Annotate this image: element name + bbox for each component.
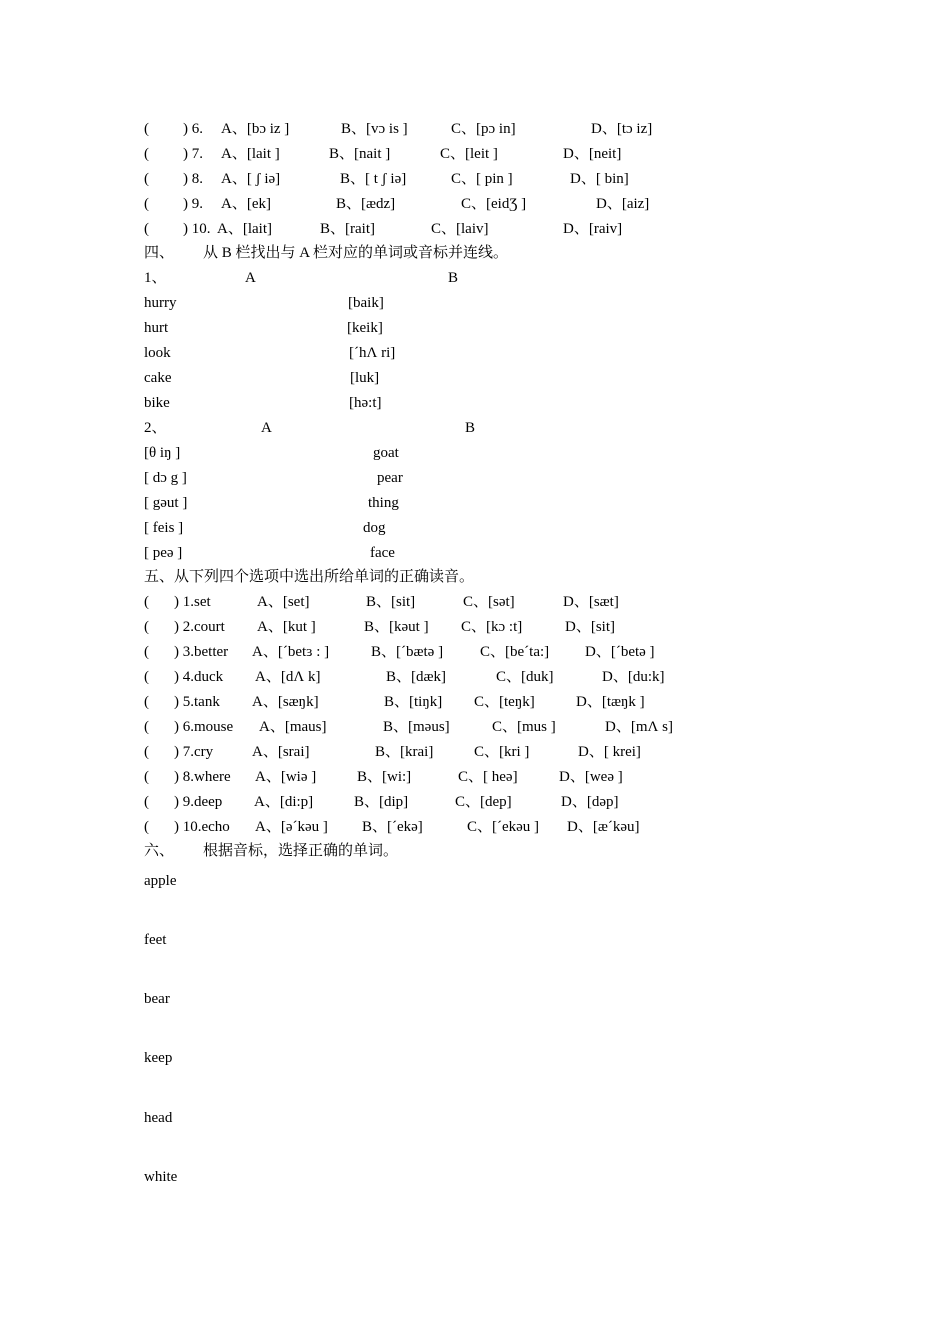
option-d: D、[neit] [563,146,622,162]
option-c: C、[laiv] [431,221,489,237]
question-word: ) 5.tank [174,694,220,710]
column-a-header: A [245,270,256,286]
word-item [0,1048,173,1068]
match-a-item: bike [144,395,170,411]
option-c: C、[eidƷ ] [461,196,527,212]
option-d: D、[ krei] [578,744,641,760]
option-c: C、[kɔ :t] [461,619,523,635]
option-c: C、[pɔ in] [451,121,516,137]
match-row [0,468,403,488]
option-c: C、[mus ] [492,719,556,735]
match-row [0,293,384,313]
section-heading [0,841,399,861]
option-d: D、[aiz] [596,196,650,212]
option-c: C、[teŋk] [474,694,535,710]
option-b: B、[tiŋk] [384,694,443,710]
option-c: C、[dep] [455,794,512,810]
match-a-item: [ peə ] [144,545,183,561]
answer-paren: ( [144,146,149,162]
match-a-item: [ feis ] [144,520,184,536]
option-b: B、[wi:] [357,769,412,785]
option-d: D、[sæt] [563,594,619,610]
question-word: ) 2.court [174,619,225,635]
option-c: C、[leit ] [440,146,498,162]
section-heading [0,567,475,587]
part-label: 1、 [144,270,167,286]
option-a: A、[dɅ k] [255,669,321,685]
match-b-item: dog [363,520,386,536]
question-word: ) 3.better [174,644,229,660]
answer-paren: ( [144,744,149,760]
match-row [0,518,386,538]
column-b-header: B [465,420,476,436]
answer-paren: ( [144,719,149,735]
match-b-item: goat [373,445,399,461]
answer-paren: ( [144,121,149,137]
question-row [0,194,650,214]
option-c: C、[ pin ] [451,171,513,187]
word-item [0,989,170,1009]
question-word: ) 6.mouse [174,719,234,735]
option-c: C、[duk] [496,669,554,685]
match-b-item: [baik] [348,295,384,311]
option-a: A、[sæŋk] [252,694,319,710]
question-word: ) 1.set [174,594,211,610]
question-number: ) 10. [183,221,211,237]
option-d: D、[sit] [565,619,615,635]
question-row [0,792,619,812]
word-item [0,1108,173,1128]
option-d: D、[ bin] [570,171,629,187]
question-row [0,169,629,189]
option-d: D、[mɅ s] [605,719,673,735]
word-item [0,871,177,891]
option-a: A、[ek] [221,196,271,212]
option-b: B、[ˊbætə ] [371,644,444,660]
answer-paren: ( [144,644,149,660]
option-c: C、[ heə] [458,769,518,785]
question-word: ) 9.deep [174,794,223,810]
word-text: apple [144,873,177,889]
match-b-item: [luk] [350,370,380,386]
match-row [0,493,399,513]
option-a: A、[ ʃ iə] [221,171,281,187]
section-instruction: 从 B 栏找出与 A 栏对应的单词或音标并连线。 [203,245,509,261]
question-word: ) 4.duck [174,669,224,685]
option-a: A、[set] [257,594,310,610]
section-number: 六、 [144,843,175,859]
match-row [0,343,396,363]
option-b: B、[dæk] [386,669,447,685]
column-b-header: B [448,270,459,286]
match-b-item: pear [377,470,403,486]
option-b: B、[ˊekə] [362,819,423,835]
answer-paren: ( [144,619,149,635]
word-item [0,1167,178,1187]
answer-paren: ( [144,221,149,237]
option-d: D、[ˊbetə ] [585,644,655,660]
question-row [0,767,623,787]
option-c: C、[ˊekəu ] [467,819,540,835]
option-d: D、[tæŋk ] [576,694,645,710]
answer-paren: ( [144,769,149,785]
question-row [0,617,615,637]
match-a-item: [ dɔ g ] [144,470,187,486]
option-d: D、[weə ] [559,769,623,785]
match-row [0,368,380,388]
section-instruction: 根据音标，选择正确的单词。 [203,843,399,859]
question-row [0,219,623,239]
question-word: ) 7.cry [174,744,214,760]
match-b-item: face [370,545,395,561]
word-text: head [144,1110,173,1126]
word-text: keep [144,1050,173,1066]
question-row [0,717,673,737]
match-a-item: look [144,345,171,361]
match-row [0,318,383,338]
word-item [0,930,167,950]
question-word: ) 8.where [174,769,231,785]
question-row [0,592,619,612]
section-heading [0,243,509,263]
match-row [0,443,399,463]
question-row [0,817,640,837]
option-d: D、[du:k] [602,669,665,685]
option-a: A、[əˊkəu ] [255,819,328,835]
match-b-item: [keik] [347,320,383,336]
column-a-header: A [261,420,272,436]
option-c: C、[sət] [463,594,515,610]
match-header [0,268,459,288]
option-a: A、[lait] [217,221,272,237]
answer-paren: ( [144,594,149,610]
option-a: A、[maus] [259,719,327,735]
option-d: D、[dəp] [561,794,619,810]
option-d: D、[raiv] [563,221,623,237]
answer-paren: ( [144,171,149,187]
option-a: A、[kut ] [257,619,316,635]
word-text: feet [144,932,167,948]
question-number: ) 7. [183,146,203,162]
question-row [0,667,665,687]
option-b: B、[dip] [354,794,409,810]
option-b: B、[sit] [366,594,416,610]
option-b: B、[nait ] [329,146,391,162]
match-a-item: [θ iŋ ] [144,445,181,461]
question-word: ) 10.echo [174,819,230,835]
answer-paren: ( [144,669,149,685]
option-c: C、[beˊta:] [480,644,550,660]
match-b-item: [hə:t] [349,395,382,411]
section-instruction: 五、从下列四个选项中选出所给单词的正确读音。 [144,569,475,585]
match-header [0,418,476,438]
option-a: A、[bɔ iz ] [221,121,290,137]
option-b: B、[kəut ] [364,619,429,635]
question-row [0,742,641,762]
question-number: ) 6. [183,121,203,137]
option-a: A、[di:p] [254,794,314,810]
match-b-item: thing [368,495,399,511]
option-a: A、[srai] [252,744,310,760]
option-b: B、[vɔ is ] [341,121,408,137]
question-row [0,119,653,139]
match-a-item: cake [144,370,172,386]
question-number: ) 8. [183,171,203,187]
answer-paren: ( [144,819,149,835]
question-row [0,692,645,712]
match-a-item: hurt [144,320,169,336]
option-b: B、[ædz] [336,196,396,212]
option-a: A、[wiə ] [255,769,317,785]
answer-paren: ( [144,794,149,810]
option-b: B、[ t ʃ iə] [340,171,407,187]
word-text: bear [144,991,170,1007]
option-b: B、[krai] [375,744,434,760]
question-row [0,144,622,164]
match-row [0,393,382,413]
option-d: D、[tɔ iz] [591,121,653,137]
word-text: white [144,1169,178,1185]
answer-paren: ( [144,694,149,710]
option-c: C、[kri ] [474,744,530,760]
part-label: 2、 [144,420,167,436]
match-row [0,543,395,563]
option-d: D、[æˊkəu] [567,819,640,835]
match-a-item: hurry [144,295,177,311]
match-a-item: [ gəut ] [144,495,188,511]
option-b: B、[məus] [383,719,450,735]
match-b-item: [ˊhɅ ri] [349,345,396,361]
section-number: 四、 [144,245,175,261]
question-number: ) 9. [183,196,203,212]
option-b: B、[rait] [320,221,375,237]
option-a: A、[ˊbetɜ : ] [252,644,330,660]
option-a: A、[lait ] [221,146,280,162]
question-row [0,642,655,662]
answer-paren: ( [144,196,149,212]
